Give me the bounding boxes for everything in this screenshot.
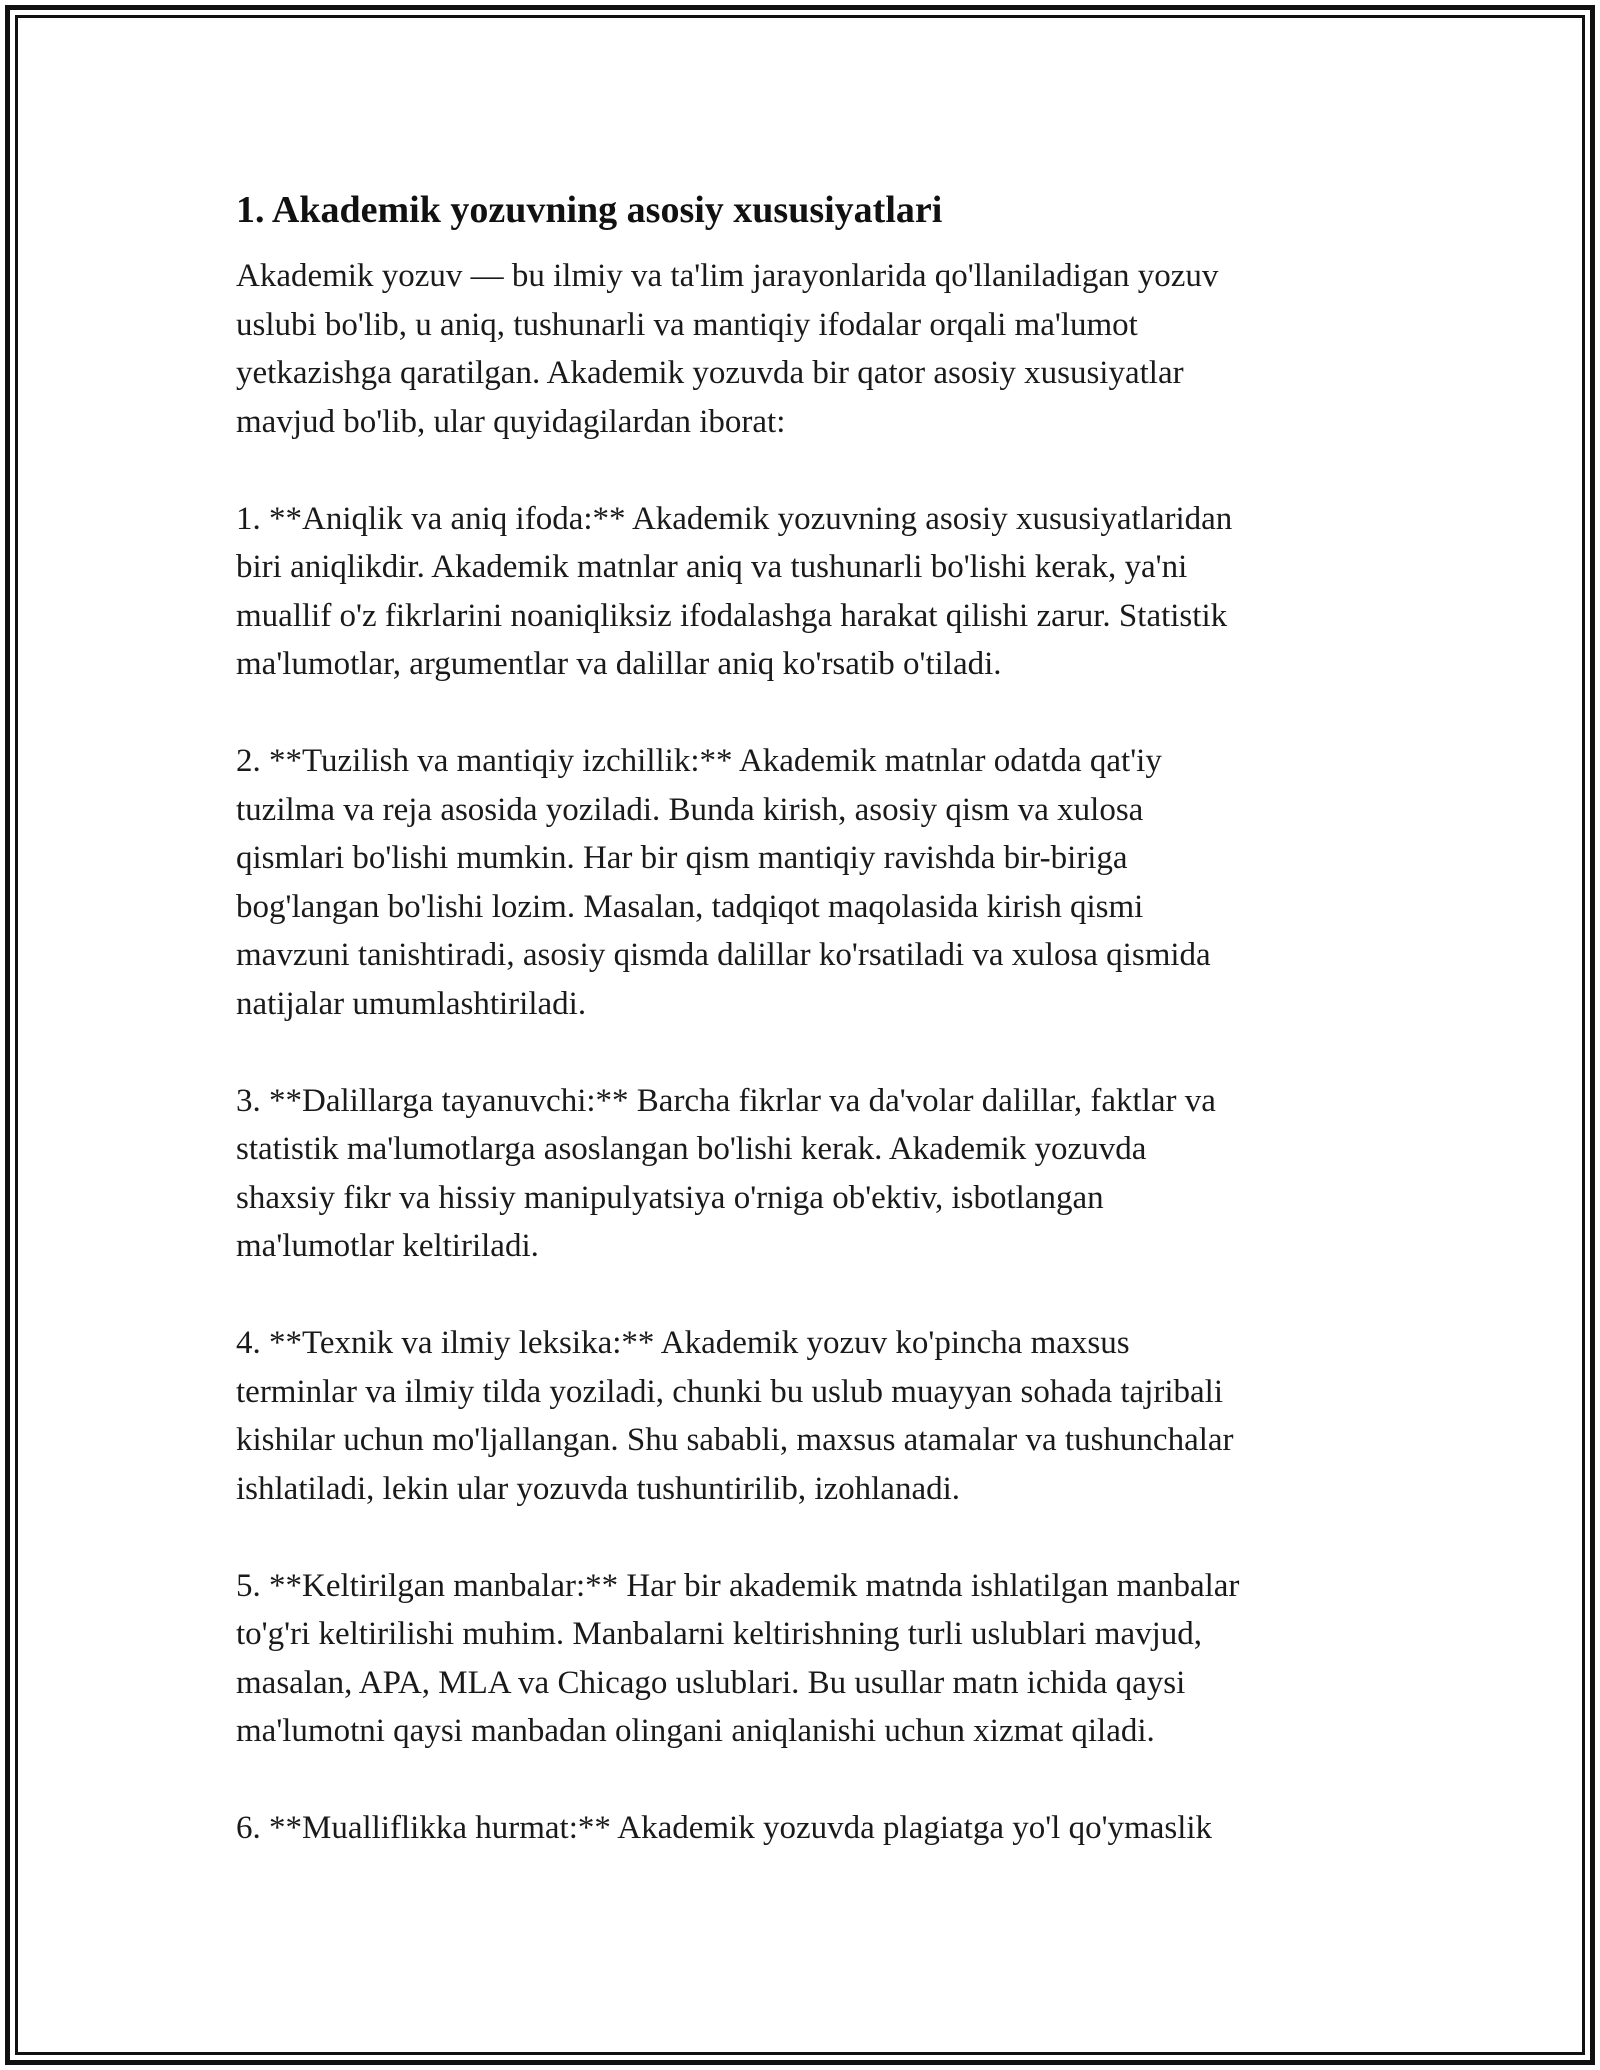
intro-paragraph: Akademik yozuv — bu ilmiy va ta'lim jarayonlarida qo'llaniladigan yozuv uslubi bo'lib, u aniq, tushunarli va mantiqiy ifodalar orqali ma'lumot yetkazishga qaratilgan. Akademik yozuvda bir qator asosiy xususiyatlar mavjud bo'lib, ular quyidagilardan iborat: (236, 258, 1219, 440)
document-body (236, 186, 1356, 1901)
list-item-tuzilish: 2. **Tuzilish va mantiqiy izchillik:** Akademik matnlar odatda qat'iy tuzilma va reja asosida yoziladi. Bunda kirish, asosiy qism va xulosa qismlari bo'lishi mumkin. Har bir qism mantiqiy ravishda bir-biriga bog'langan bo'lishi lozim. Masalan, tadqiqot maqolasida kirish qismi mavzuni tanishtiradi, asosiy qismda dalillar ko'rsatiladi va xulosa qismida natijalar umumlashtiriladi. (236, 743, 1211, 1022)
list-item-mualliflik: 6. **Mualliflikka hurmat:** Akademik yozuvda plagiatga yo'l qo'ymaslik (236, 1810, 1213, 1846)
list-item-aniqlik: 1. **Aniqlik va aniq ifoda:** Akademik yozuvning asosiy xususiyatlaridan biri aniqlikdir. Akademik matnlar aniq va tushunarli bo'lishi kerak, ya'ni muallif o'z fikrlarini noaniqliksiz ifodalashga harakat qilishi zarur. Statistik ma'lumotlar, argumentlar va dalillar aniq ko'rsatib o'tiladi. (236, 500, 1233, 682)
list-item-dalillar: 3. **Dalillarga tayanuvchi:** Barcha fikrlar va da'volar dalillar, faktlar va statistik ma'lumotlarga asoslangan bo'lishi kerak. Akademik yozuvda shaxsiy fikr va hissiy manipulyatsiya o'rniga ob'ektiv, isbotlangan ma'lumotlar keltiriladi. (236, 1082, 1216, 1264)
section-heading: 1. Akademik yozuvning asosiy xususiyatlari (236, 189, 943, 231)
list-item-manbalar: 5. **Keltirilgan manbalar:** Har bir akademik matnda ishlatilgan manbalar to'g'ri keltirilishi muhim. Manbalarni keltirishning turli uslublari mavjud, masalan, APA, MLA va Chicago uslublari. Bu usullar matn ichida qaysi ma'lumotni qaysi manbadan olingani aniqlanishi uchun xizmat qiladi. (236, 1567, 1240, 1749)
list-item-leksika: 4. **Texnik va ilmiy leksika:** Akademik yozuv ko'pincha maxsus terminlar va ilmiy tilda yoziladi, chunki bu uslub muayyan sohada tajribali kishilar uchun mo'ljallangan. Shu sababli, maxsus atamalar va tushunchalar ishlatiladi, lekin ular yozuvda tushuntirilib, izohlanadi. (236, 1325, 1234, 1507)
